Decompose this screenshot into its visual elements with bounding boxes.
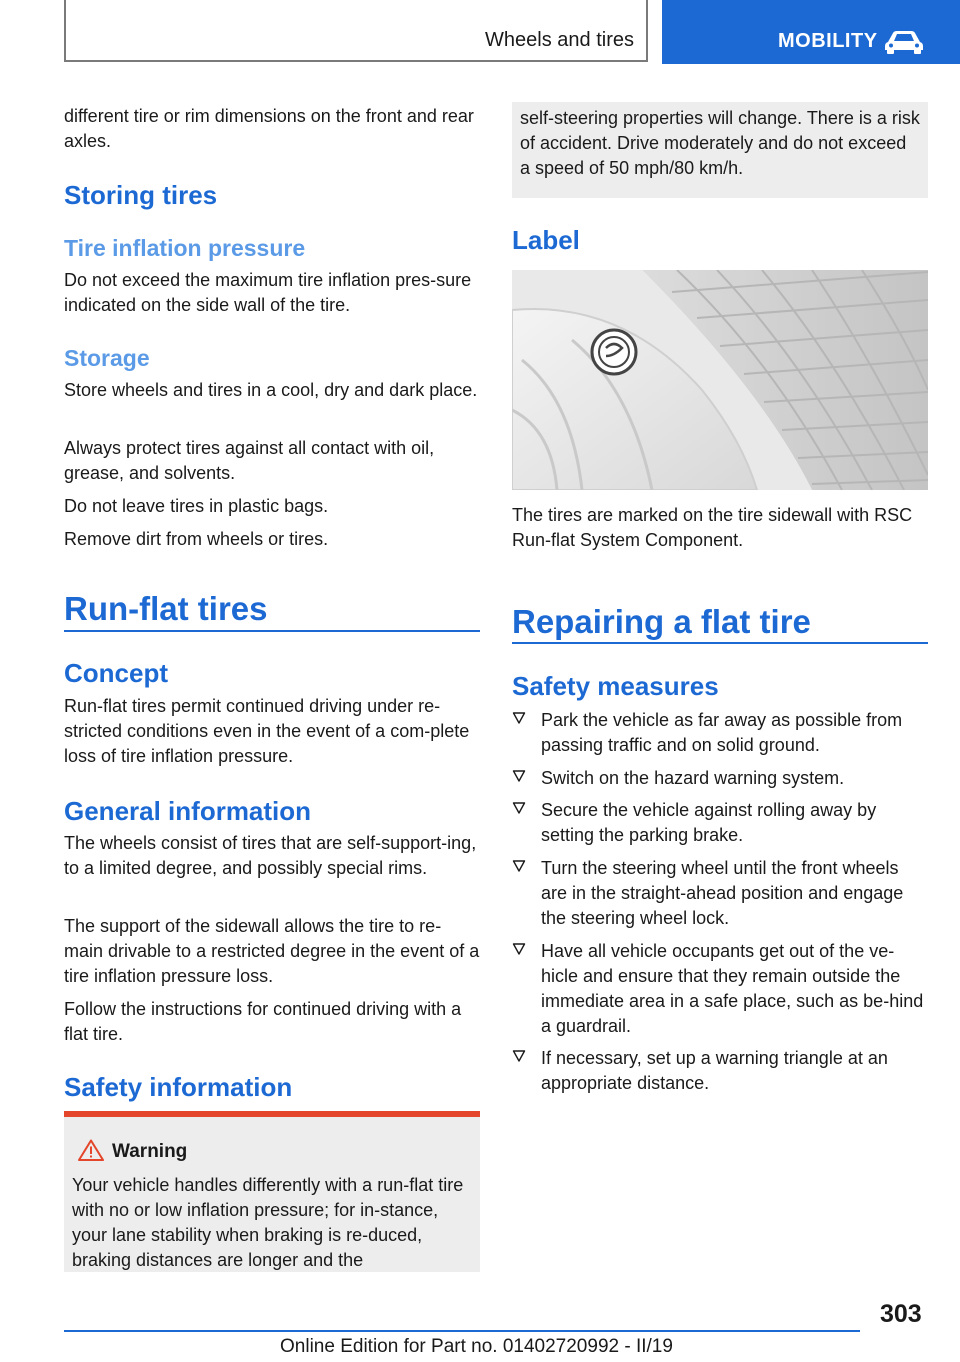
safety-measures-heading: Safety measures — [512, 671, 719, 701]
car-icon — [882, 28, 926, 54]
list-item-text: Turn the steering wheel until the front wheels are in the straight-ahead position and engage the steering wheel lock. — [541, 858, 904, 928]
label-heading: Label — [512, 225, 580, 255]
triangle-bullet-icon — [512, 859, 526, 873]
concept-heading: Concept — [64, 658, 168, 688]
inflation-pressure-paragraph: Do not exceed the maximum tire inflation pres-sure indicated on the side wall of the tire. — [64, 270, 472, 315]
tire-inflation-pressure-heading: Tire inflation pressure — [64, 235, 306, 261]
warning-text: Your vehicle handles differently with a run-flat tire with no or low inflation pressure; for in-stance, your lane stability when braking is re-duced, braking distances are longer and the — [72, 1175, 464, 1270]
repairing-flat-tire-heading: Repairing a flat tire — [512, 603, 811, 640]
warning-box-continued — [512, 102, 928, 198]
storing-tires-heading: Storing tires — [64, 180, 218, 210]
tire-illustration — [512, 270, 928, 490]
list-item-text: Switch on the hazard warning system. — [541, 768, 845, 788]
header-chapter-tab — [662, 0, 960, 64]
label-caption: The tires are marked on the tire sidewall with RSC Run-flat System Component. — [512, 505, 913, 550]
general-paragraph-3: Follow the instructions for continued driving with a flat tire. — [64, 999, 462, 1044]
storage-heading: Storage — [64, 345, 150, 371]
section-rule — [512, 642, 928, 644]
storage-paragraph-4: Remove dirt from wheels or tires. — [64, 529, 329, 549]
header-chapter-label: MOBILITY — [778, 30, 878, 52]
general-paragraph-2: The support of the sidewall allows the tire to re-main drivable to a restricted degree in the event of a tire inflation pressure loss. — [64, 916, 480, 986]
list-item-text: Park the vehicle as far away as possible from passing traffic and on solid ground. — [541, 710, 903, 755]
general-information-heading: General information — [64, 796, 312, 826]
triangle-bullet-icon — [512, 1049, 526, 1063]
footer-rule — [64, 1330, 860, 1332]
intro-paragraph: different tire or rim dimensions on the front and rear axles. — [64, 106, 474, 151]
warning-title: Warning — [112, 1141, 188, 1162]
warning-text-continued: self-steering properties will change. There is a risk of accident. Drive moderately and do not exceed a speed of 50 mph/80 km/h. — [520, 108, 920, 178]
triangle-bullet-icon — [512, 711, 526, 725]
concept-paragraph: Run-flat tires permit continued driving under re-stricted conditions even in the event of a com-plete loss of tire inflation pressure. — [64, 696, 470, 766]
storage-paragraph-2: Always protect tires against all contact with oil, grease, and solvents. — [64, 438, 435, 483]
footer-edition: Online Edition for Part no. 01402720992 - II/19 — [280, 1336, 673, 1357]
storage-paragraph-1: Store wheels and tires in a cool, dry and dark place. — [64, 380, 478, 400]
list-item-text: Have all vehicle occupants get out of the ve-hicle and ensure that they remain outside the immediate area in a safe place, such as be-hind a guardrail. — [541, 941, 924, 1036]
page-number: 303 — [880, 1300, 922, 1328]
triangle-bullet-icon — [512, 769, 526, 783]
list-item-text: Secure the vehicle against rolling away by setting the parking brake. — [541, 800, 877, 845]
safety-information-heading: Safety information — [64, 1072, 293, 1102]
general-paragraph-1: The wheels consist of tires that are self-support-ing, to a limited degree, and possibly special rims. — [64, 833, 477, 878]
list-item-text: If necessary, set up a warning triangle at an appropriate distance. — [541, 1048, 888, 1093]
warning-triangle-icon — [78, 1139, 104, 1161]
warning-box — [64, 1117, 480, 1272]
storage-paragraph-3: Do not leave tires in plastic bags. — [64, 496, 329, 516]
triangle-bullet-icon — [512, 942, 526, 956]
section-rule — [64, 630, 480, 632]
triangle-bullet-icon — [512, 801, 526, 815]
header-section-title: Wheels and tires — [485, 29, 634, 51]
run-flat-tires-heading: Run-flat tires — [64, 590, 268, 627]
